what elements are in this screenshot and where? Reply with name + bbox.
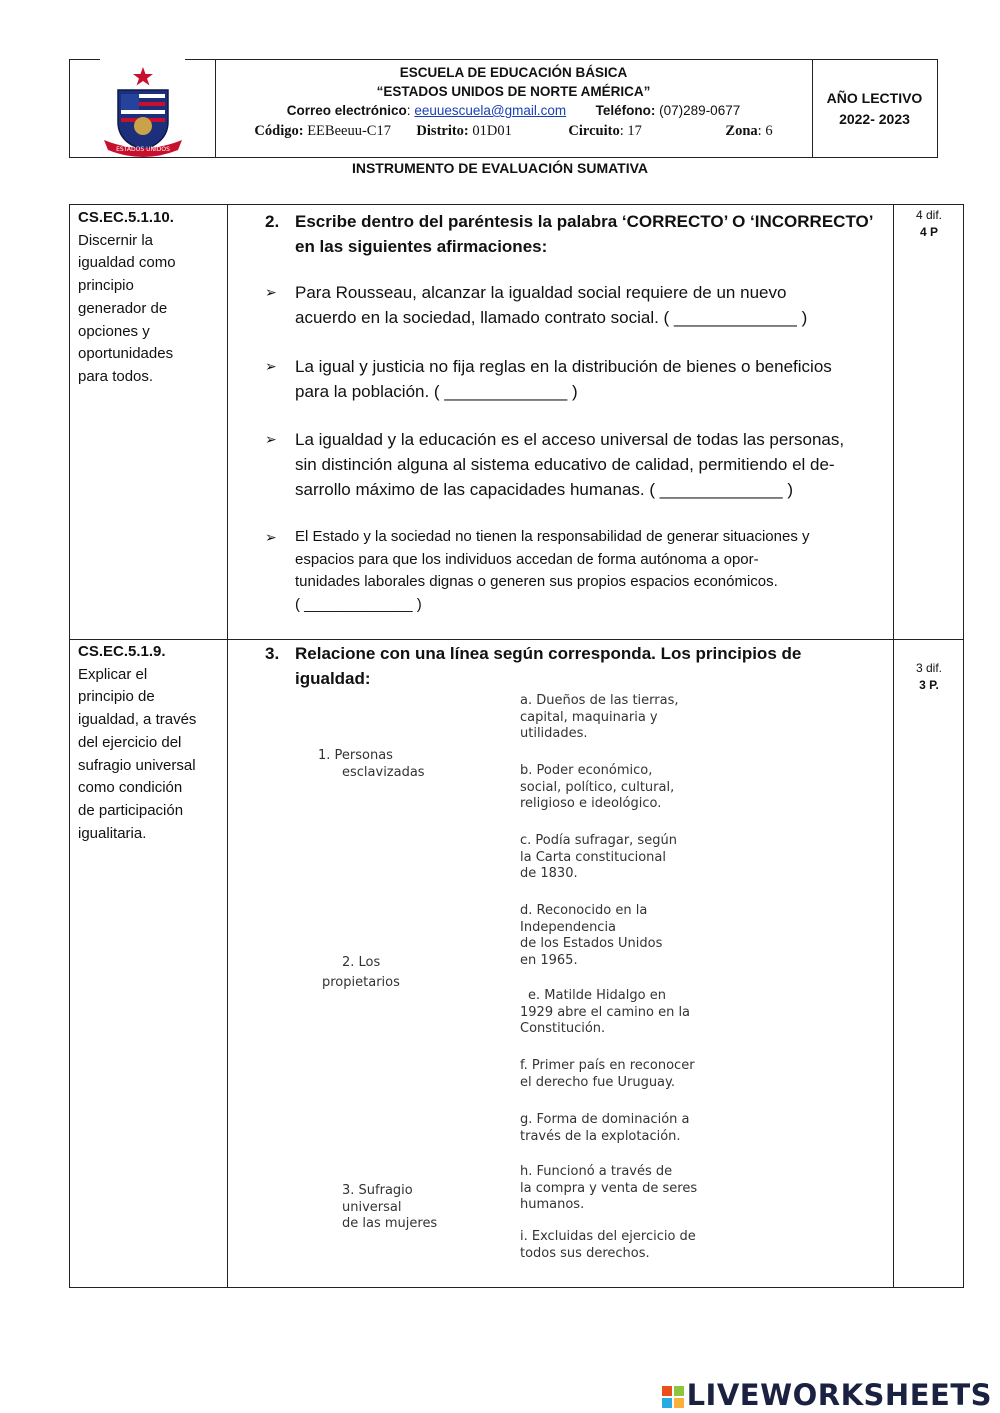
- arrow-bullet-icon: ➢: [265, 358, 277, 374]
- points-cell-3: [894, 660, 964, 694]
- skill-cell-2: [78, 207, 218, 389]
- match-line: humanos.: [520, 1197, 585, 1212]
- match-right-item[interactable]: [520, 693, 678, 743]
- phone-label: Teléfono:: [595, 103, 656, 118]
- match-right-item[interactable]: [520, 1058, 695, 1091]
- match-line: h. Funcionó a través de: [520, 1164, 673, 1179]
- district-value: 01D01: [472, 123, 512, 139]
- skill-line: sufragio universal: [78, 756, 196, 774]
- match-line: religioso e ideológico.: [520, 796, 662, 811]
- liveworksheets-logo: [662, 1378, 992, 1412]
- match-line: social, político, cultural,: [520, 779, 675, 795]
- statement-line[interactable]: para la población. ( _____________ ): [295, 382, 578, 401]
- points-dif: 4 dif.: [915, 208, 942, 222]
- match-line: e. Matilde Hidalgo en: [528, 988, 666, 1003]
- match-line: Constitución.: [520, 1021, 606, 1036]
- skill-line: principio: [78, 277, 134, 295]
- year-label: AÑO LECTIVO: [826, 89, 923, 106]
- match-line: utilidades.: [520, 726, 588, 741]
- skill-code-2: CS.EC.5.1.10.: [78, 209, 174, 226]
- circuit-label: Circuito: [568, 123, 620, 139]
- statement-line: espacios para que los individuos accedan de forma autónoma a opor-: [295, 550, 759, 568]
- email-label: Correo electrónico: [286, 103, 407, 118]
- contact-line: Correo electrónico: eeuuescuela@gmail.com Teléfono: (07)289-0677: [286, 103, 741, 118]
- match-left-item[interactable]: [318, 748, 425, 781]
- match-line: d. Reconocido en la: [520, 903, 648, 918]
- liveworksheets-badge-icon: [662, 1386, 684, 1408]
- match-right-item[interactable]: [520, 903, 662, 969]
- match-right-item[interactable]: [520, 988, 690, 1038]
- skill-line: oportunidades: [78, 345, 174, 363]
- match-line: el derecho fue Uruguay.: [520, 1074, 675, 1090]
- match-line: esclavizadas: [342, 764, 425, 780]
- liveworksheets-text: LIVEWORKSHEETS: [686, 1378, 992, 1412]
- points-value: 4 P: [919, 225, 938, 239]
- match-left-item[interactable]: [342, 1183, 437, 1233]
- match-right-item[interactable]: [520, 833, 677, 883]
- match-line: b. Poder económico,: [520, 763, 653, 778]
- school-name-line2: “ESTADOS UNIDOS DE NORTE AMÉRICA”: [376, 84, 651, 99]
- skill-line: Discernir la: [78, 231, 154, 249]
- statement-line: La igual y justicia no fija reglas en la distribución de bienes o beneficios: [295, 357, 832, 376]
- zone-value: : 6: [757, 123, 773, 139]
- statement-item: [265, 354, 865, 404]
- statement-line: sin distinción alguna al sistema educativo de calidad, permitiendo el de-: [295, 455, 835, 474]
- skill-cell-3: [78, 641, 218, 845]
- match-line: capital, maquinaria y: [520, 709, 658, 725]
- year-value: 2022- 2023: [839, 110, 910, 127]
- question-title-line: Relacione con una línea según corresponda. Los principios de: [295, 644, 802, 663]
- match-right-item[interactable]: [520, 763, 674, 813]
- zone-label: Zona: [725, 123, 758, 139]
- match-line: la Carta constitucional: [520, 849, 666, 865]
- statement-item: [265, 526, 865, 616]
- match-line: en 1965.: [520, 952, 578, 968]
- skill-line: para todos.: [78, 367, 154, 385]
- school-name-line1: ESCUELA DE EDUCACIÓN BÁSICA: [399, 65, 628, 80]
- skill-line: como condición: [78, 779, 183, 797]
- points-cell-2: [894, 207, 964, 241]
- match-line: g. Forma de dominación a: [520, 1112, 690, 1127]
- svg-text:ESTADOS UNIDOS: ESTADOS UNIDOS: [116, 146, 170, 153]
- statement-line[interactable]: acuerdo en la sociedad, llamado contrato social. ( _____________ ): [295, 308, 808, 327]
- match-right-item[interactable]: [520, 1112, 689, 1145]
- match-line: f. Primer país en reconocer: [520, 1058, 695, 1073]
- match-line: de las mujeres: [342, 1216, 438, 1231]
- arrow-bullet-icon: ➢: [265, 431, 277, 447]
- district-label: Distrito:: [416, 123, 469, 139]
- statement-line[interactable]: ( _____________ ): [295, 595, 422, 613]
- school-year: [812, 60, 937, 157]
- question-title-line: en las siguientes afirmaciones:: [295, 237, 548, 256]
- match-right-item[interactable]: [520, 1229, 696, 1262]
- question-title-line: Escribe dentro del paréntesis la palabra ‘CORRECTO’ O ‘INCORRECTO’: [295, 212, 874, 231]
- question-number: 2.: [265, 212, 280, 231]
- match-line: universal: [342, 1199, 402, 1215]
- circuit-value: : 17: [619, 123, 642, 139]
- evaluation-table: [69, 204, 964, 1288]
- skill-line: opciones y: [78, 322, 150, 340]
- school-info: [215, 60, 813, 157]
- school-logo-cell: [70, 60, 216, 157]
- match-left-item[interactable]: [322, 953, 400, 993]
- match-line: todos sus derechos.: [520, 1245, 650, 1261]
- statement-line: El Estado y la sociedad no tienen la responsabilidad de generar situaciones y: [295, 528, 810, 545]
- email-link[interactable]: eeuuescuela@gmail.com: [414, 103, 567, 118]
- statement-item: [265, 280, 865, 330]
- skill-line: del ejercicio del: [78, 733, 182, 751]
- skill-line: de participación: [78, 801, 184, 819]
- school-logo: [70, 60, 215, 157]
- statement-line: Para Rousseau, alcanzar la igualdad social requiere de un nuevo: [295, 283, 787, 302]
- skill-code-3: CS.EC.5.1.9.: [78, 643, 166, 660]
- match-line: de 1830.: [520, 866, 578, 881]
- match-right-item[interactable]: [520, 1164, 697, 1214]
- points-value: 3 P.: [919, 678, 939, 692]
- match-line: a. Dueños de las tierras,: [520, 693, 679, 708]
- match-line: Independencia: [520, 919, 617, 935]
- skill-line: igualdad como: [78, 254, 176, 272]
- statement-line: tunidades laborales dignas o generen sus propios espacios económicos.: [295, 573, 778, 590]
- phone-value: (07)289-0677: [659, 103, 741, 118]
- match-line: 2. Los: [342, 955, 381, 970]
- statement-line: La igualdad y la educación es el acceso universal de todas las personas,: [295, 430, 845, 449]
- skill-line: Explicar el: [78, 665, 148, 683]
- match-line: la compra y venta de seres: [520, 1180, 698, 1196]
- match-line: través de la explotación.: [520, 1128, 681, 1144]
- arrow-bullet-icon: ➢: [265, 529, 277, 545]
- skill-line: generador de: [78, 299, 168, 317]
- codes-line: [215, 121, 812, 141]
- question-number: 3.: [265, 644, 280, 663]
- match-line: de los Estados Unidos: [520, 936, 663, 951]
- skill-line: principio de: [78, 688, 155, 706]
- skill-line: igualitaria.: [78, 824, 147, 842]
- question-title-line: igualdad:: [295, 669, 371, 688]
- skill-line: igualdad, a través: [78, 711, 197, 729]
- statement-line[interactable]: sarrollo máximo de las capacidades humanas. ( _____________ ): [295, 480, 794, 499]
- school-header: [69, 59, 938, 158]
- match-line: 1. Personas: [318, 748, 393, 763]
- match-line: i. Excluidas del ejercicio de: [520, 1229, 696, 1244]
- points-dif: 3 dif.: [915, 661, 942, 675]
- code-label: Código:: [254, 123, 304, 139]
- match-line: 3. Sufragio: [342, 1183, 413, 1198]
- match-line: propietarios: [322, 975, 400, 990]
- statement-item: [265, 427, 865, 502]
- arrow-bullet-icon: ➢: [265, 284, 277, 300]
- match-line: c. Podía sufragar, según: [520, 833, 677, 848]
- code-value: EEBeeuu-C17: [307, 123, 391, 139]
- match-line: 1929 abre el camino en la: [520, 1004, 691, 1020]
- document-title: INSTRUMENTO DE EVALUACIÓN SUMATIVA: [351, 160, 649, 176]
